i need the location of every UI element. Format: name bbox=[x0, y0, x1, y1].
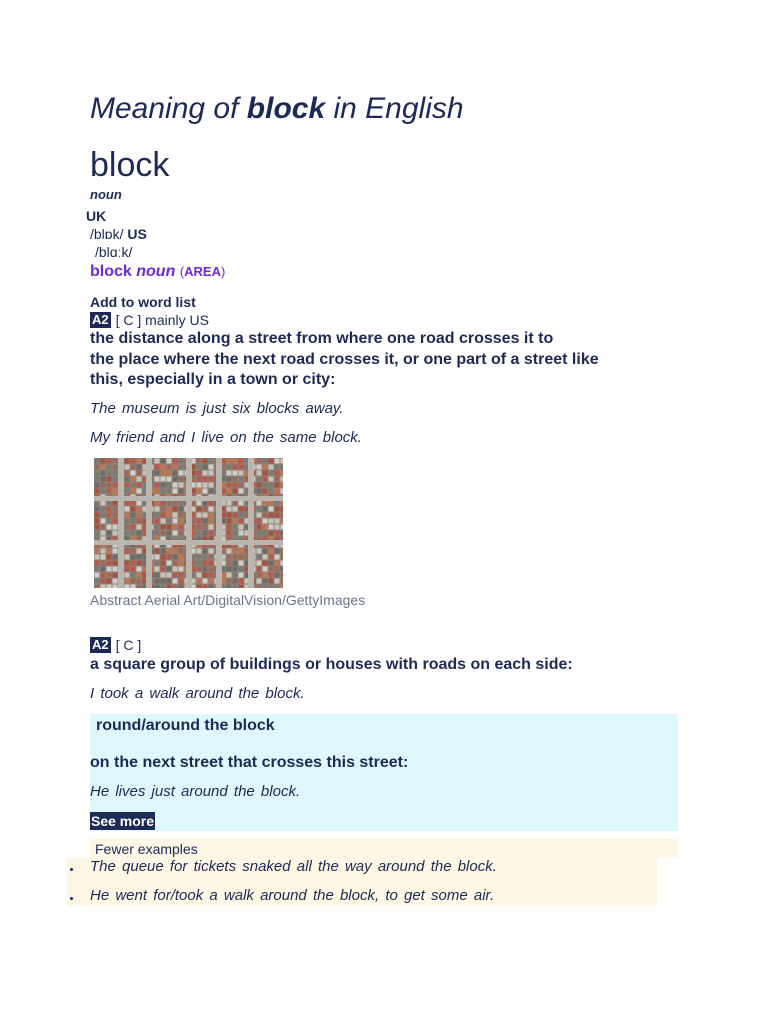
uk-label: UK bbox=[86, 208, 107, 224]
bullet-icon bbox=[70, 868, 73, 871]
definition-1-text bbox=[90, 329, 599, 391]
list-item: The queue for tickets snaked all the way around the block. bbox=[90, 858, 497, 875]
title-headword: block bbox=[246, 92, 326, 125]
guide-word: (AREA) bbox=[179, 264, 226, 279]
fewer-examples-toggle[interactable]: Fewer examples bbox=[95, 841, 198, 857]
see-more-button[interactable]: See more bbox=[91, 813, 155, 829]
aerial-photo-illustration bbox=[94, 458, 283, 588]
image-credit: Abstract Aerial Art/DigitalVision/GettyImages bbox=[90, 592, 366, 608]
aerial-city-blocks-image bbox=[94, 458, 283, 588]
example-sentence: I took a walk around the block. bbox=[90, 685, 305, 702]
list-item: He went for/took a walk around the block, to get some air. bbox=[90, 887, 495, 904]
definition-line: this, especially in a town or city: bbox=[90, 371, 336, 388]
grammar-code: [ C ] bbox=[115, 637, 142, 653]
bullet-icon bbox=[70, 897, 73, 900]
sense-heading bbox=[90, 263, 225, 281]
title-prefix: Meaning of bbox=[90, 92, 247, 125]
part-of-speech: noun bbox=[90, 187, 122, 202]
phrase-title: round/around the block bbox=[96, 717, 275, 734]
us-label: US bbox=[127, 226, 147, 242]
entry-headword: block bbox=[90, 146, 170, 184]
definition-line: the place where the next road crosses it, or one part of a street like bbox=[90, 350, 599, 368]
phrase-definition: on the next street that crosses this street: bbox=[90, 754, 409, 771]
definition-1-meta bbox=[90, 312, 209, 328]
level-badge: A2 bbox=[92, 312, 109, 327]
add-to-word-list-link[interactable]: Add to word list bbox=[90, 294, 196, 310]
sense-pos: noun bbox=[136, 263, 176, 280]
example-sentence: The museum is just six blocks away. bbox=[90, 400, 344, 417]
uk-pronunciation-line bbox=[90, 226, 147, 242]
level-badge: A2 bbox=[92, 637, 109, 652]
uk-ipa: /blɒk/ bbox=[90, 226, 124, 242]
title-suffix: in English bbox=[325, 92, 464, 125]
page-title bbox=[90, 92, 464, 126]
definition-2-meta bbox=[90, 637, 141, 653]
definition-line: the distance along a street from where one road crosses it to bbox=[90, 330, 554, 347]
us-ipa: /blɑːk/ bbox=[95, 244, 133, 260]
grammar-code: [ C ] mainly US bbox=[115, 312, 209, 328]
example-sentence: My friend and I live on the same block. bbox=[90, 429, 362, 446]
definition-2-text: a square group of buildings or houses with roads on each side: bbox=[90, 656, 573, 673]
phrase-example: He lives just around the block. bbox=[90, 783, 301, 800]
sense-word: block bbox=[90, 263, 132, 280]
